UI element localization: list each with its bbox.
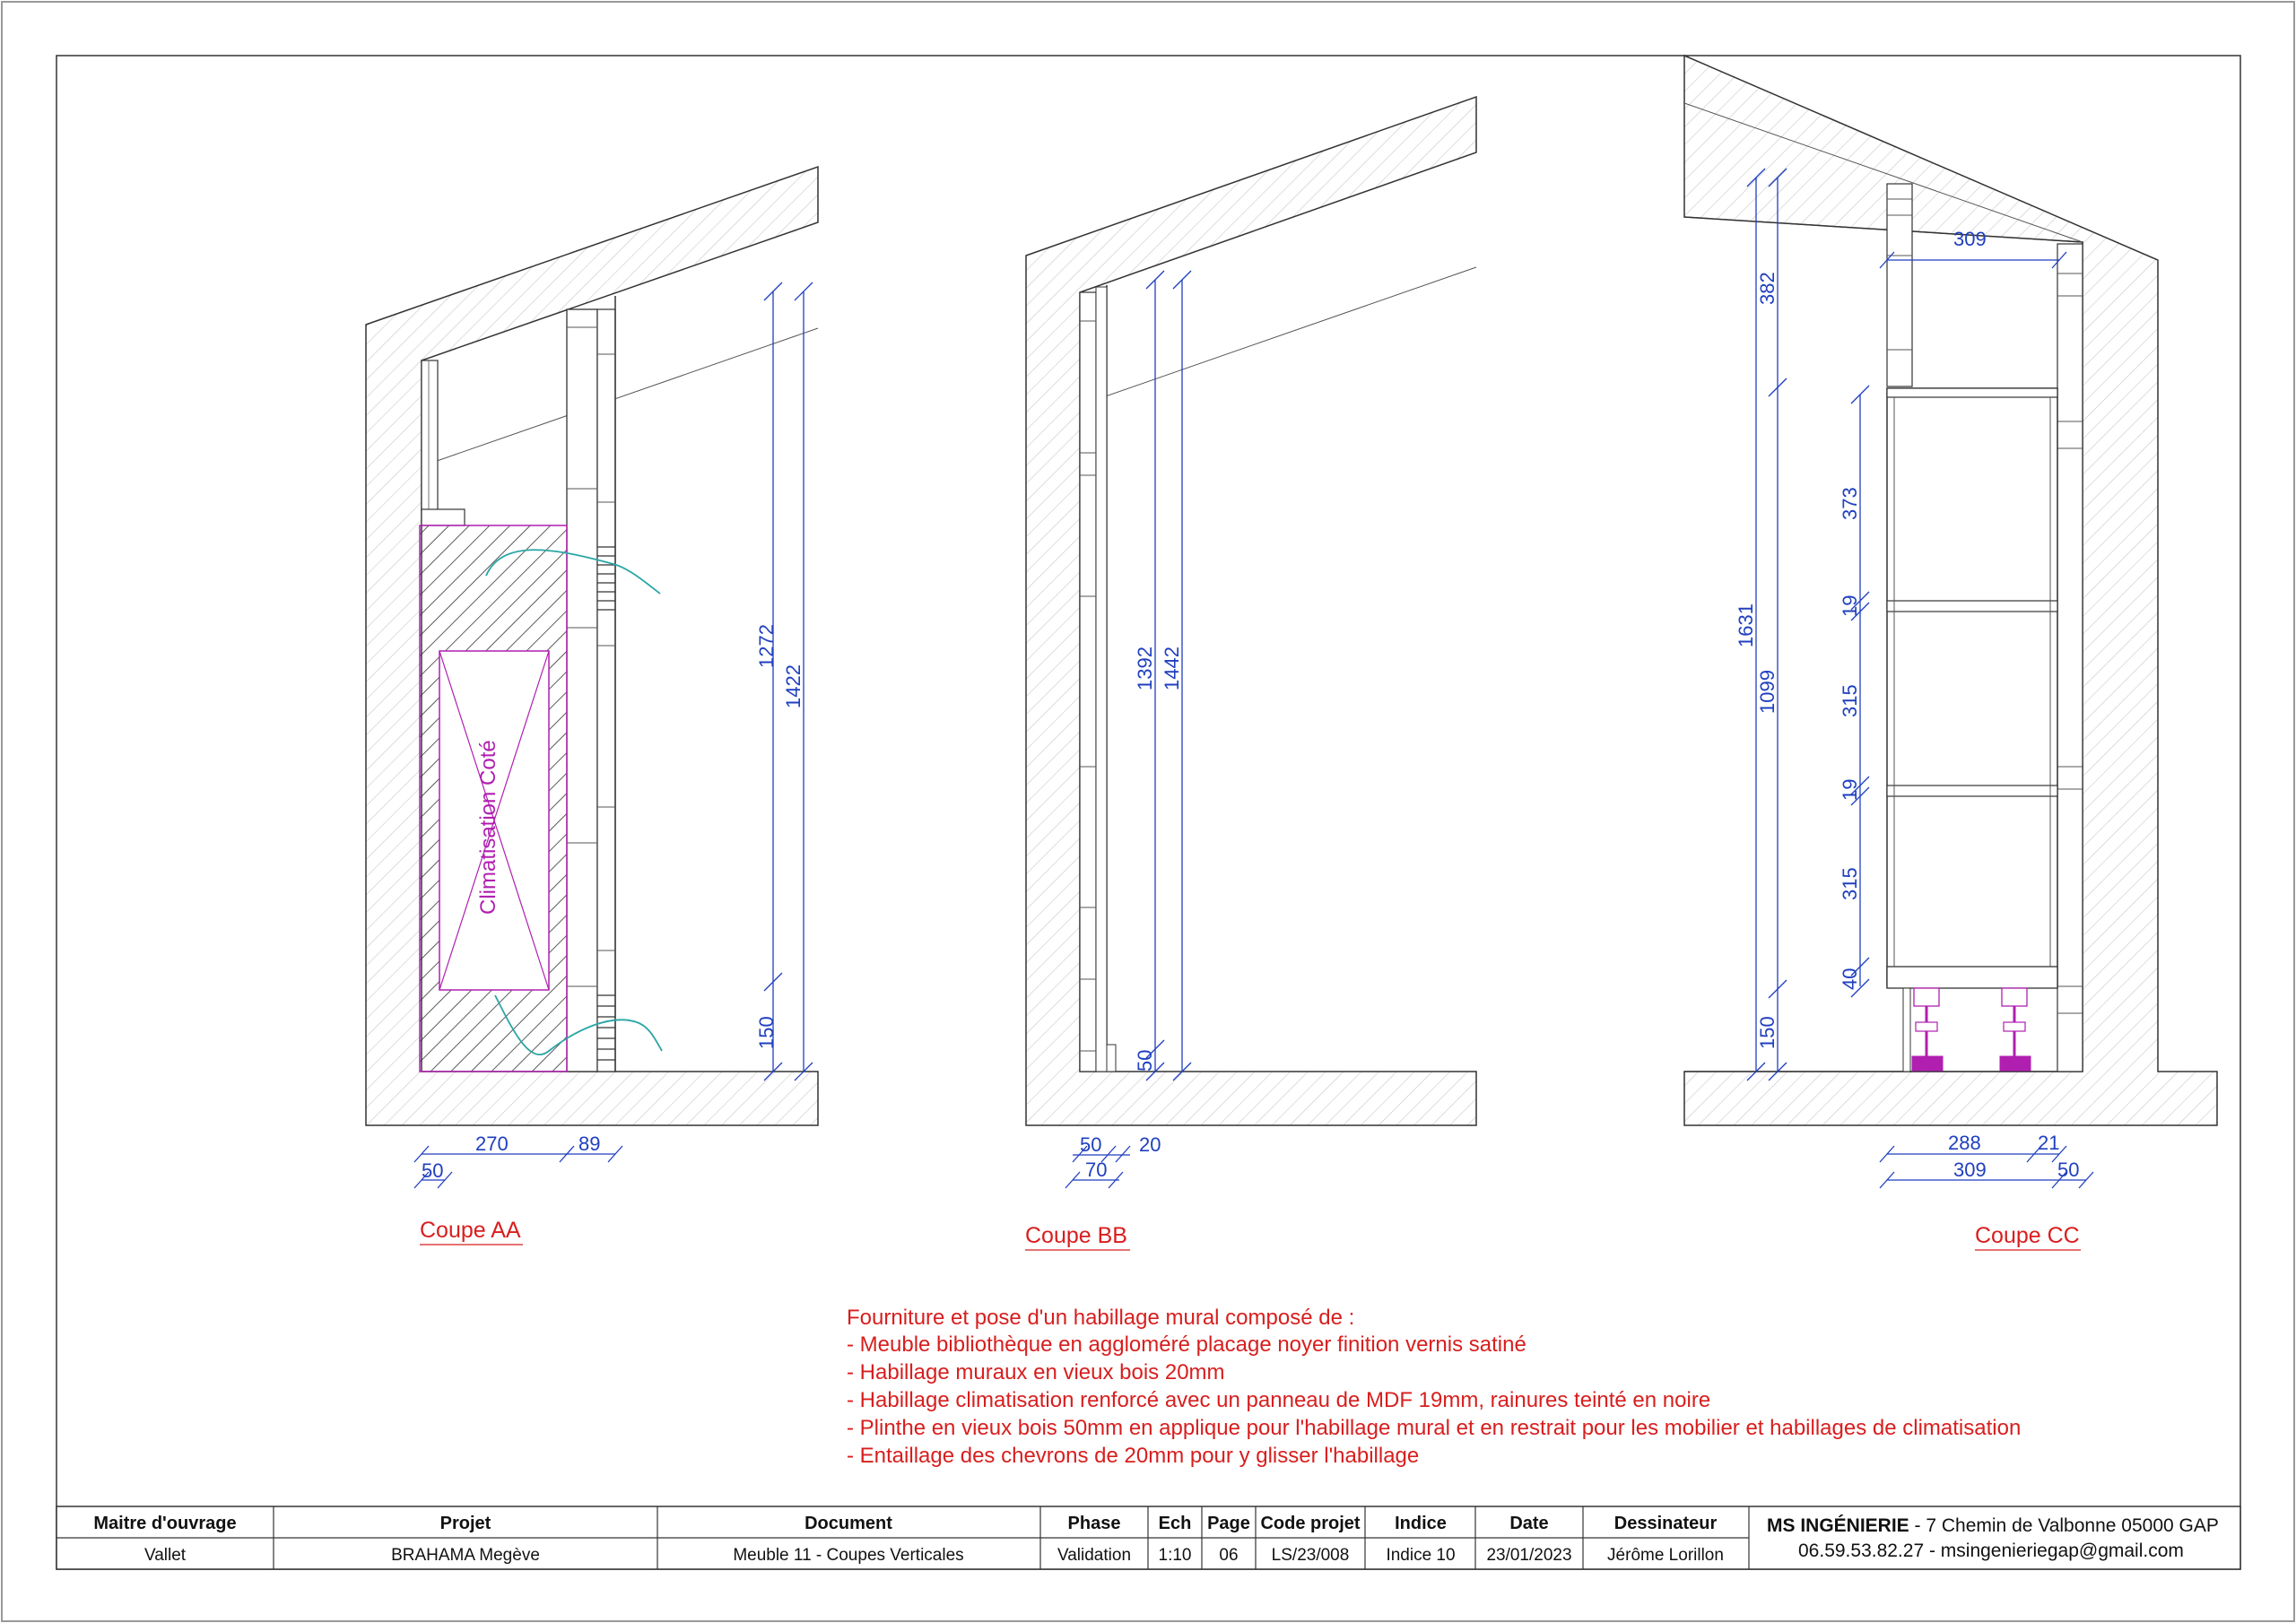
shelf-1 bbox=[1887, 601, 2057, 612]
tb-value-phase: Validation bbox=[1057, 1546, 1132, 1565]
company-info bbox=[1767, 1515, 2219, 1536]
dim-cc-19a: 19 bbox=[1839, 595, 1861, 617]
dim-cc-1631: 1631 bbox=[1735, 603, 1757, 647]
bookcase bbox=[1887, 388, 2057, 987]
hvac-label: Climatisation Coté bbox=[476, 740, 500, 915]
notes bbox=[847, 1306, 2021, 1468]
dim-cc-40: 40 bbox=[1839, 968, 1861, 990]
tb-header-owner: Maitre d'ouvrage bbox=[93, 1514, 237, 1533]
dim-aa-270: 270 bbox=[475, 1133, 509, 1155]
cladding-panel-aa bbox=[567, 309, 597, 1072]
dim-cc-19b: 19 bbox=[1839, 778, 1861, 801]
dim-cc-373: 373 bbox=[1839, 487, 1861, 520]
tb-value-page: 06 bbox=[1219, 1546, 1239, 1565]
tb-header-page: Page bbox=[1207, 1514, 1250, 1533]
title-coupe-aa: Coupe AA bbox=[420, 1218, 521, 1243]
tb-header-code: Code projet bbox=[1260, 1514, 1361, 1533]
dim-aa-1272: 1272 bbox=[755, 624, 778, 668]
dim-bb-1392: 1392 bbox=[1134, 647, 1156, 690]
shelf-2 bbox=[1887, 785, 2057, 796]
tb-value-drafter: Jérôme Lorillon bbox=[1607, 1546, 1724, 1565]
dim-cc-1099: 1099 bbox=[1756, 670, 1779, 714]
notes-line-0: Fourniture et pose d'un habillage mural composé de : bbox=[847, 1306, 1355, 1330]
tb-value-index: Indice 10 bbox=[1386, 1546, 1456, 1565]
notes-line-1: - Meuble bibliothèque en aggloméré placage noyer finition vernis satiné bbox=[847, 1332, 1526, 1357]
section-cc bbox=[1684, 56, 2217, 1250]
tb-header-index: Indice bbox=[1395, 1514, 1447, 1533]
tb-value-code: LS/23/008 bbox=[1271, 1546, 1350, 1565]
dim-bb-1442: 1442 bbox=[1161, 647, 1183, 690]
bookcase-base bbox=[1887, 967, 2057, 988]
dim-cc-50: 50 bbox=[2057, 1159, 2080, 1181]
cladding-cc-left bbox=[1887, 184, 1912, 386]
section-aa bbox=[366, 167, 818, 1245]
dim-cc-288: 288 bbox=[1948, 1132, 1981, 1154]
dim-cc-315a: 315 bbox=[1839, 684, 1861, 717]
tb-value-project: BRAHAMA Megève bbox=[391, 1546, 540, 1565]
tb-header-document: Document bbox=[804, 1514, 892, 1533]
notes-line-5: - Entaillage des chevrons de 20mm pour y glisser l'habillage bbox=[847, 1444, 1420, 1468]
company-name: MS INGÉNIERIE bbox=[1767, 1515, 1909, 1536]
dim-bb-50: 50 bbox=[1134, 1049, 1156, 1072]
dim-aa-50: 50 bbox=[422, 1159, 444, 1182]
tb-value-date: 23/01/2023 bbox=[1486, 1546, 1572, 1565]
dim-cc-382: 382 bbox=[1756, 272, 1779, 305]
section-bb bbox=[1025, 97, 1476, 1250]
company-contact: 06.59.53.82.27 - msingenieriegap@gmail.com bbox=[1798, 1541, 2184, 1561]
notes-line-4: - Plinthe en vieux bois 50mm en applique pour l'habillage mural et en restrait pour les mobilier et habillages de climatisation bbox=[847, 1416, 2022, 1440]
tb-header-scale: Ech bbox=[1158, 1514, 1192, 1533]
tb-header-project: Projet bbox=[439, 1514, 491, 1533]
dim-bb-50w: 50 bbox=[1080, 1133, 1102, 1156]
cladding-cc-right bbox=[2057, 244, 2083, 1072]
company-address: - 7 Chemin de Valbonne 05000 GAP bbox=[1909, 1515, 2219, 1536]
dim-cc-315b: 315 bbox=[1839, 867, 1861, 900]
dim-cc-309-bottom: 309 bbox=[1953, 1159, 1987, 1181]
title-coupe-cc: Coupe CC bbox=[1975, 1223, 2080, 1248]
tb-value-document: Meuble 11 - Coupes Verticales bbox=[733, 1546, 964, 1565]
dim-cc-309-top: 309 bbox=[1953, 228, 1987, 250]
dim-aa-1422: 1422 bbox=[782, 664, 804, 708]
tb-value-owner: Vallet bbox=[144, 1546, 187, 1565]
title-block bbox=[57, 1506, 2240, 1569]
dim-bb-70: 70 bbox=[1085, 1159, 1108, 1181]
cladding-bb bbox=[1080, 292, 1096, 1072]
dim-bb-20: 20 bbox=[1139, 1133, 1161, 1156]
tb-value-scale: 1:10 bbox=[1158, 1546, 1192, 1565]
dim-cc-21: 21 bbox=[2038, 1132, 2060, 1154]
tb-header-drafter: Dessinateur bbox=[1613, 1514, 1718, 1533]
adjustable-feet bbox=[1903, 988, 2031, 1072]
tb-header-date: Date bbox=[1509, 1514, 1549, 1533]
dim-aa-89: 89 bbox=[578, 1133, 601, 1155]
dim-cc-150: 150 bbox=[1756, 1016, 1779, 1049]
tb-header-phase: Phase bbox=[1067, 1514, 1121, 1533]
notes-line-3: - Habillage climatisation renforcé avec un panneau de MDF 19mm, rainures teinté en noire bbox=[847, 1388, 1711, 1412]
dim-aa-150: 150 bbox=[755, 1016, 778, 1049]
title-coupe-bb: Coupe BB bbox=[1025, 1223, 1127, 1248]
notes-line-2: - Habillage muraux en vieux bois 20mm bbox=[847, 1360, 1225, 1384]
